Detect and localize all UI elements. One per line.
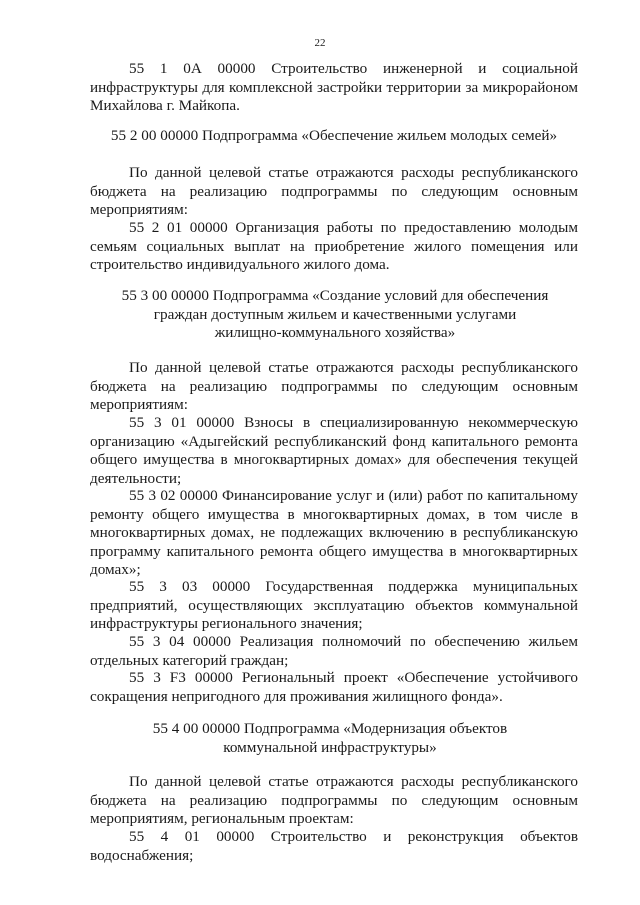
- paragraph-intro-young-families: По данной целевой статье отражаются расходы республиканского бюджета на реализацию подпрограммы по следующим основным мероприятиям:: [90, 164, 578, 218]
- page-number: 22: [314, 37, 326, 49]
- heading-subprogram-housing-services: 55 3 00 00000 Подпрограмма «Создание условий для обеспечения граждан доступным жильем и качественными услугами жилищно-коммунального хозяйства»: [121, 287, 549, 341]
- heading-subprogram-communal-infrastructure: 55 4 00 00000 Подпрограмма «Модернизация объектов коммунальной инфраструктуры»: [152, 720, 508, 756]
- paragraph-item-55-3-01: 55 3 01 00000 Взносы в специализированную некоммерческую организацию «Адыгейский республиканский фонд капитального ремонта общего имущества в многоквартирных домах» для обеспечения текущей деятельности;: [90, 414, 578, 487]
- paragraph-item-55-4-01: 55 4 01 00000 Строительство и реконструкция объектов водоснабжения;: [90, 828, 578, 864]
- paragraph-item-55-2-01: 55 2 01 00000 Организация работы по предоставлению молодым семьям социальных выплат на приобретение жилого помещения или строительство индивидуального жилого дома.: [90, 219, 578, 273]
- heading-subprogram-young-families: 55 2 00 00000 Подпрограмма «Обеспечение жильем молодых семей»: [110, 127, 558, 144]
- paragraph-item-55-3-03: 55 3 03 00000 Государственная поддержка муниципальных предприятий, осуществляющих эксплуатацию объектов коммунальной инфраструктуры регионального значения;: [90, 578, 578, 632]
- paragraph-intro-housing-services: По данной целевой статье отражаются расходы республиканского бюджета на реализацию подпрограммы по следующим основным мероприятиям:: [90, 359, 578, 413]
- paragraph-item-55-3-F3: 55 3 F3 00000 Региональный проект «Обеспечение устойчивого сокращения непригодного для проживания жилищного фонда».: [90, 669, 578, 705]
- paragraph-construction-maikop: 55 1 0А 00000 Строительство инженерной и социальной инфраструктуры для комплексной застройки территории за микрорайоном Михайлова г. Майкопа.: [90, 60, 578, 114]
- paragraph-intro-communal-infrastructure: По данной целевой статье отражаются расходы республиканского бюджета на реализацию подпрограммы по следующим основным мероприятиям, региональным проектам:: [90, 773, 578, 827]
- paragraph-item-55-3-02: 55 3 02 00000 Финансирование услуг и (или) работ по капитальному ремонту общего имущества в многоквартирных домах, в том числе в многоквартирных домах, не подлежащих включению в республиканскую программу капитального ремонта общего имущества в многоквартирных домах»;: [90, 487, 578, 578]
- paragraph-item-55-3-04: 55 3 04 00000 Реализация полномочий по обеспечению жильем отдельных категорий граждан;: [90, 633, 578, 669]
